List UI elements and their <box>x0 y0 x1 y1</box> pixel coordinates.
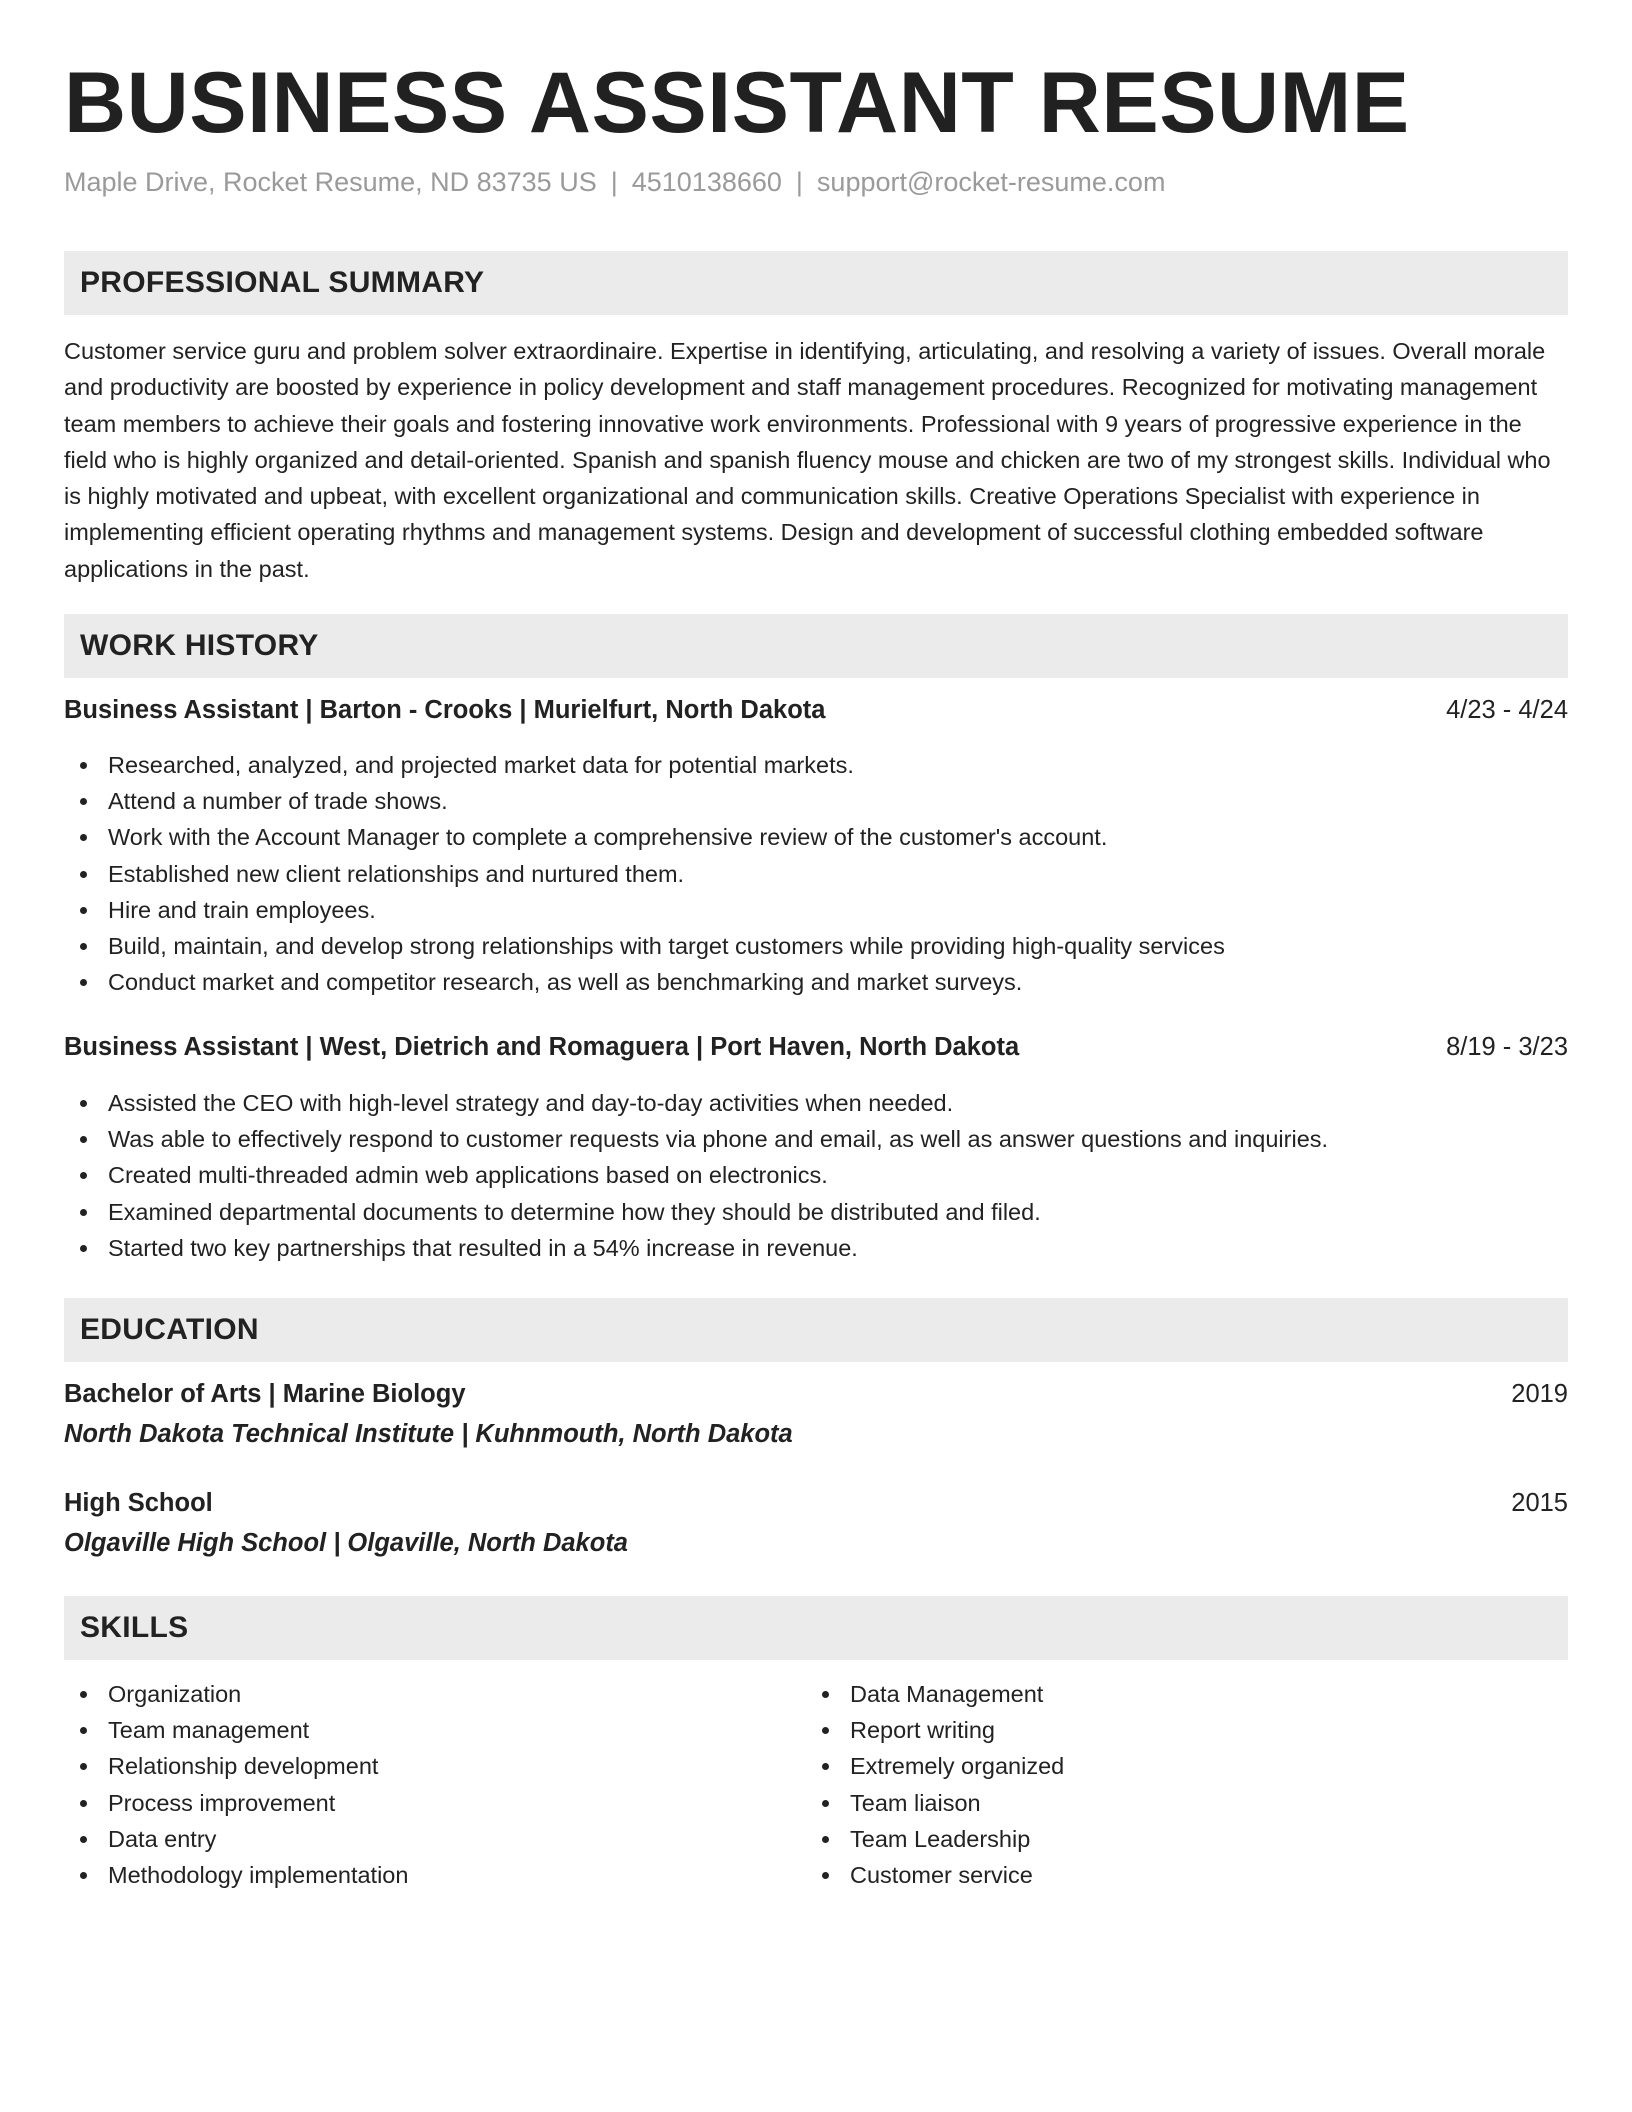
summary-text: Customer service guru and problem solver extraordinaire. Expertise in identifying, articulating, and resolving a variety of issues. Overall morale and productivity are boosted by experience in policy development and staff management procedures. Recognized for motivating management team members to achieve their goals and fostering innovative work environments. Professional with 9 years of progressive experience in the field who is highly organized and detail-oriented. Spanish and spanish fluency mouse and chicken are two of my strongest skills. Individual who is highly motivated and upbeat, with excellent organizational and communication skills. Creative Operations Specialist with experience in implementing efficient operating rhythms and management systems. Design and development of successful clothing embedded software applications in the past. <box>64 338 1551 582</box>
education-header-1 <box>64 1380 1568 1409</box>
skills-list-right <box>806 1676 1632 1893</box>
contact-address: Maple Drive, Rocket Resume, ND 83735 US <box>64 167 597 197</box>
list-item: Customer service <box>806 1857 1632 1893</box>
work-section-header <box>64 614 1568 678</box>
list-item: Build, maintain, and develop strong relationships with target customers while providing high-quality services <box>64 928 1568 964</box>
education-degree: High School <box>64 1489 213 1517</box>
list-item: Report writing <box>806 1712 1632 1748</box>
contact-separator: | <box>610 167 618 197</box>
job-role: Business Assistant | West, Dietrich and Romaguera | Port Haven, North Dakota <box>64 1033 1020 1061</box>
skills-section-header <box>64 1596 1568 1660</box>
education-school: Olgaville High School | Olgaville, North Dakota <box>64 1529 628 1557</box>
list-item: Established new client relationships and nurtured them. <box>64 856 1568 892</box>
list-item: Attend a number of trade shows. <box>64 783 1568 819</box>
resume-title: BUSINESS ASSISTANT RESUME <box>64 55 1410 151</box>
list-item: Hire and train employees. <box>64 892 1568 928</box>
education-year: 2015 <box>1511 1489 1568 1517</box>
job-header-1 <box>64 696 1568 725</box>
list-item: Team management <box>64 1712 1568 1748</box>
list-item: Work with the Account Manager to complete a comprehensive review of the customer's account. <box>64 819 1568 855</box>
job-bullets-1 <box>64 747 1568 1000</box>
list-item: Conduct market and competitor research, as well as benchmarking and market surveys. <box>64 964 1568 1000</box>
work-heading: WORK HISTORY <box>80 629 319 662</box>
job-bullets-2 <box>64 1085 1568 1266</box>
list-item: Methodology implementation <box>64 1857 1568 1893</box>
list-item: Assisted the CEO with high-level strategy and day-to-day activities when needed. <box>64 1085 1568 1121</box>
contact-email: support@rocket-resume.com <box>816 167 1166 197</box>
job-header-2 <box>64 1033 1568 1062</box>
contact-separator: | <box>795 167 803 197</box>
summary-section-header <box>64 251 1568 315</box>
list-item: Team Leadership <box>806 1821 1632 1857</box>
summary-heading: PROFESSIONAL SUMMARY <box>80 266 485 299</box>
list-item: Researched, analyzed, and projected market data for potential markets. <box>64 747 1568 783</box>
job-date: 4/23 - 4/24 <box>1446 696 1568 724</box>
list-item: Data Management <box>806 1676 1632 1712</box>
list-item: Relationship development <box>64 1748 1568 1784</box>
contact-line <box>64 167 1165 198</box>
contact-phone: 4510138660 <box>631 167 782 197</box>
education-degree: Bachelor of Arts | Marine Biology <box>64 1380 466 1408</box>
skills-heading: SKILLS <box>80 1611 189 1644</box>
job-date: 8/19 - 3/23 <box>1446 1033 1568 1061</box>
list-item: Extremely organized <box>806 1748 1632 1784</box>
list-item: Team liaison <box>806 1785 1632 1821</box>
list-item: Data entry <box>64 1821 1568 1857</box>
list-item: Was able to effectively respond to customer requests via phone and email, as well as answer questions and inquiries. <box>64 1121 1568 1157</box>
education-school: North Dakota Technical Institute | Kuhnmouth, North Dakota <box>64 1420 793 1448</box>
education-header-2 <box>64 1489 1568 1518</box>
list-item: Organization <box>64 1676 1568 1712</box>
education-heading: EDUCATION <box>80 1313 259 1346</box>
job-role: Business Assistant | Barton - Crooks | Murielfurt, North Dakota <box>64 696 826 724</box>
list-item: Created multi-threaded admin web applications based on electronics. <box>64 1157 1568 1193</box>
education-section-header <box>64 1298 1568 1362</box>
list-item: Process improvement <box>64 1785 1568 1821</box>
list-item: Started two key partnerships that resulted in a 54% increase in revenue. <box>64 1230 1568 1266</box>
list-item: Examined departmental documents to determine how they should be distributed and filed. <box>64 1194 1568 1230</box>
education-year: 2019 <box>1511 1380 1568 1408</box>
